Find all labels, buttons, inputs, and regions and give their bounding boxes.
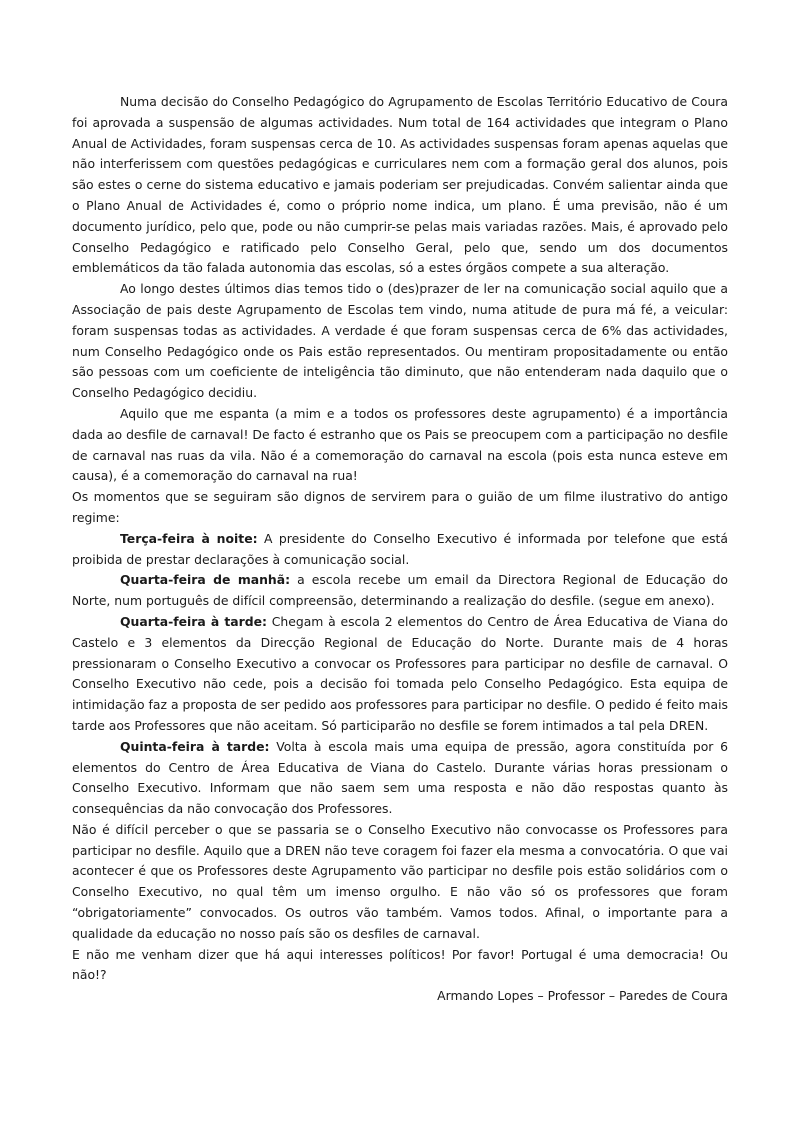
wednesday-morning-label: Quarta-feira de manhã: [120, 572, 291, 588]
thursday-text: Volta à escola mais uma equipa de pressão, agora constituída por 6 elementos do Centro de Área Educativa de Viana do Castelo. Durante várias horas pressionam o Conselho Executivo. Informam que não saem sem uma resposta e não dão respostas quanto às consequências da não convocação dos Professores. [72, 738, 728, 817]
paragraph-tuesday-night [72, 529, 728, 571]
thursday-label: Quinta-feira à tarde: [120, 738, 270, 754]
paragraph-closing: E não me venham dizer que há aqui interesses políticos! Por favor! Portugal é uma democracia! Ou não!? [72, 946, 728, 983]
wednesday-afternoon-text: Chegam à escola 2 elementos do Centro de Área Educativa de Viana do Castelo e 3 elementos da Direcção Regional de Educação do Norte. Durante mais de 4 horas pressionaram o Conselho Executivo a convocar os Professores para participar no desfile de carnaval. O Conselho Executivo não cede, pois a decisão foi tomada pelo Conselho Pedagógico. Esta equipa de intimidação faz a proposta de ser pedido aos professores para participar no desfile. O pedido é feito mais tarde aos Professores que não aceitam. Só participarão no desfile se forem intimados a tal pela DREN. [72, 613, 728, 733]
paragraph-parents-association: Ao longo destes últimos dias temos tido o (des)prazer de ler na comunicação social aquilo que a Associação de pais deste Agrupamento de Escolas tem vindo, numa atitude de pura má fé, a veicular: foram suspensas todas as actividades. A verdade é que foram suspensas cerca de 6% das actividades, num Conselho Pedagógico onde os Pais estão representados. Ou mentiram propositadamente ou então são pessoas com um coeficiente de inteligência tão diminuto, que não entenderam nada daquilo que o Conselho Pedagógico decidiu. [72, 281, 728, 401]
tuesday-label: Terça-feira à noite: [120, 530, 258, 546]
paragraph-wednesday-afternoon [72, 612, 728, 737]
tuesday-text: A presidente do Conselho Executivo é informada por telefone que está proibida de prestar declarações à comunicação social. [72, 530, 728, 567]
letter-body [72, 92, 728, 986]
paragraph-following-moments: Os momentos que se seguiram são dignos de servirem para o guião de um filme ilustrativo do antigo regime: [72, 489, 728, 525]
wednesday-morning-text: a escola recebe um email da Directora Regional de Educação do Norte, num português de difícil compreensão, determinando a realização do desfile. (segue em anexo). [72, 572, 728, 609]
paragraph-wednesday-morning [72, 570, 728, 612]
author-signature: Armando Lopes – Professor – Paredes de Coura [437, 988, 728, 1003]
wednesday-afternoon-label: Quarta-feira à tarde: [120, 613, 267, 629]
paragraph-conclusion: Não é difícil perceber o que se passaria se o Conselho Executivo não convocasse os Professores para participar no desfile. Aquilo que a DREN não teve coragem foi fazer ela mesma a convocatória. O que vai acontecer é que os Professores deste Agrupamento vão participar no desfile pois estão solidários com o Conselho Executivo, no qual têm um imenso orgulho. E não vão só os professores que foram “obrigatoriamente” convocados. Os outros vão também. Vamos todos. Afinal, o importante para a qualidade da educação no nosso país são os desfiles de carnaval. [72, 821, 728, 941]
paragraph-decision: Numa decisão do Conselho Pedagógico do Agrupamento de Escolas Território Educativo de Coura foi aprovada a suspensão de algumas actividades. Num total de 164 actividades que integram o Plano Anual de Actividades, foram suspensas cerca de 10. As actividades suspensas foram apenas aquelas que não interferissem com questões pedagógicas e curriculares nem com a formação geral dos alunos, pois são estes o cerne do sistema educativo e jamais poderiam ser prejudicadas. Convém salientar ainda que o Plano Anual de Actividades é, como o próprio nome indica, um plano. É uma previsão, não é um documento jurídico, pelo que, pode ou não cumprir-se pelas mais variadas razões. Mais, é aprovado pelo Conselho Pedagógico e ratificado pelo Conselho Geral, pelo que, sendo um dos documentos emblemáticos da tão falada autonomia das escolas, só a estes órgãos compete a sua alteração. [72, 94, 728, 276]
paragraph-thursday-afternoon [72, 737, 728, 820]
paragraph-carnival-importance: Aquilo que me espanta (a mim e a todos os professores deste agrupamento) é a importância dada ao desfile de carnaval! De facto é estranho que os Pais se preocupem com a participação no desfile de carnaval nas ruas da vila. Não é a comemoração do carnaval na escola (pois esta nunca esteve em causa), é a comemoração do carnaval na rua! [72, 405, 728, 484]
